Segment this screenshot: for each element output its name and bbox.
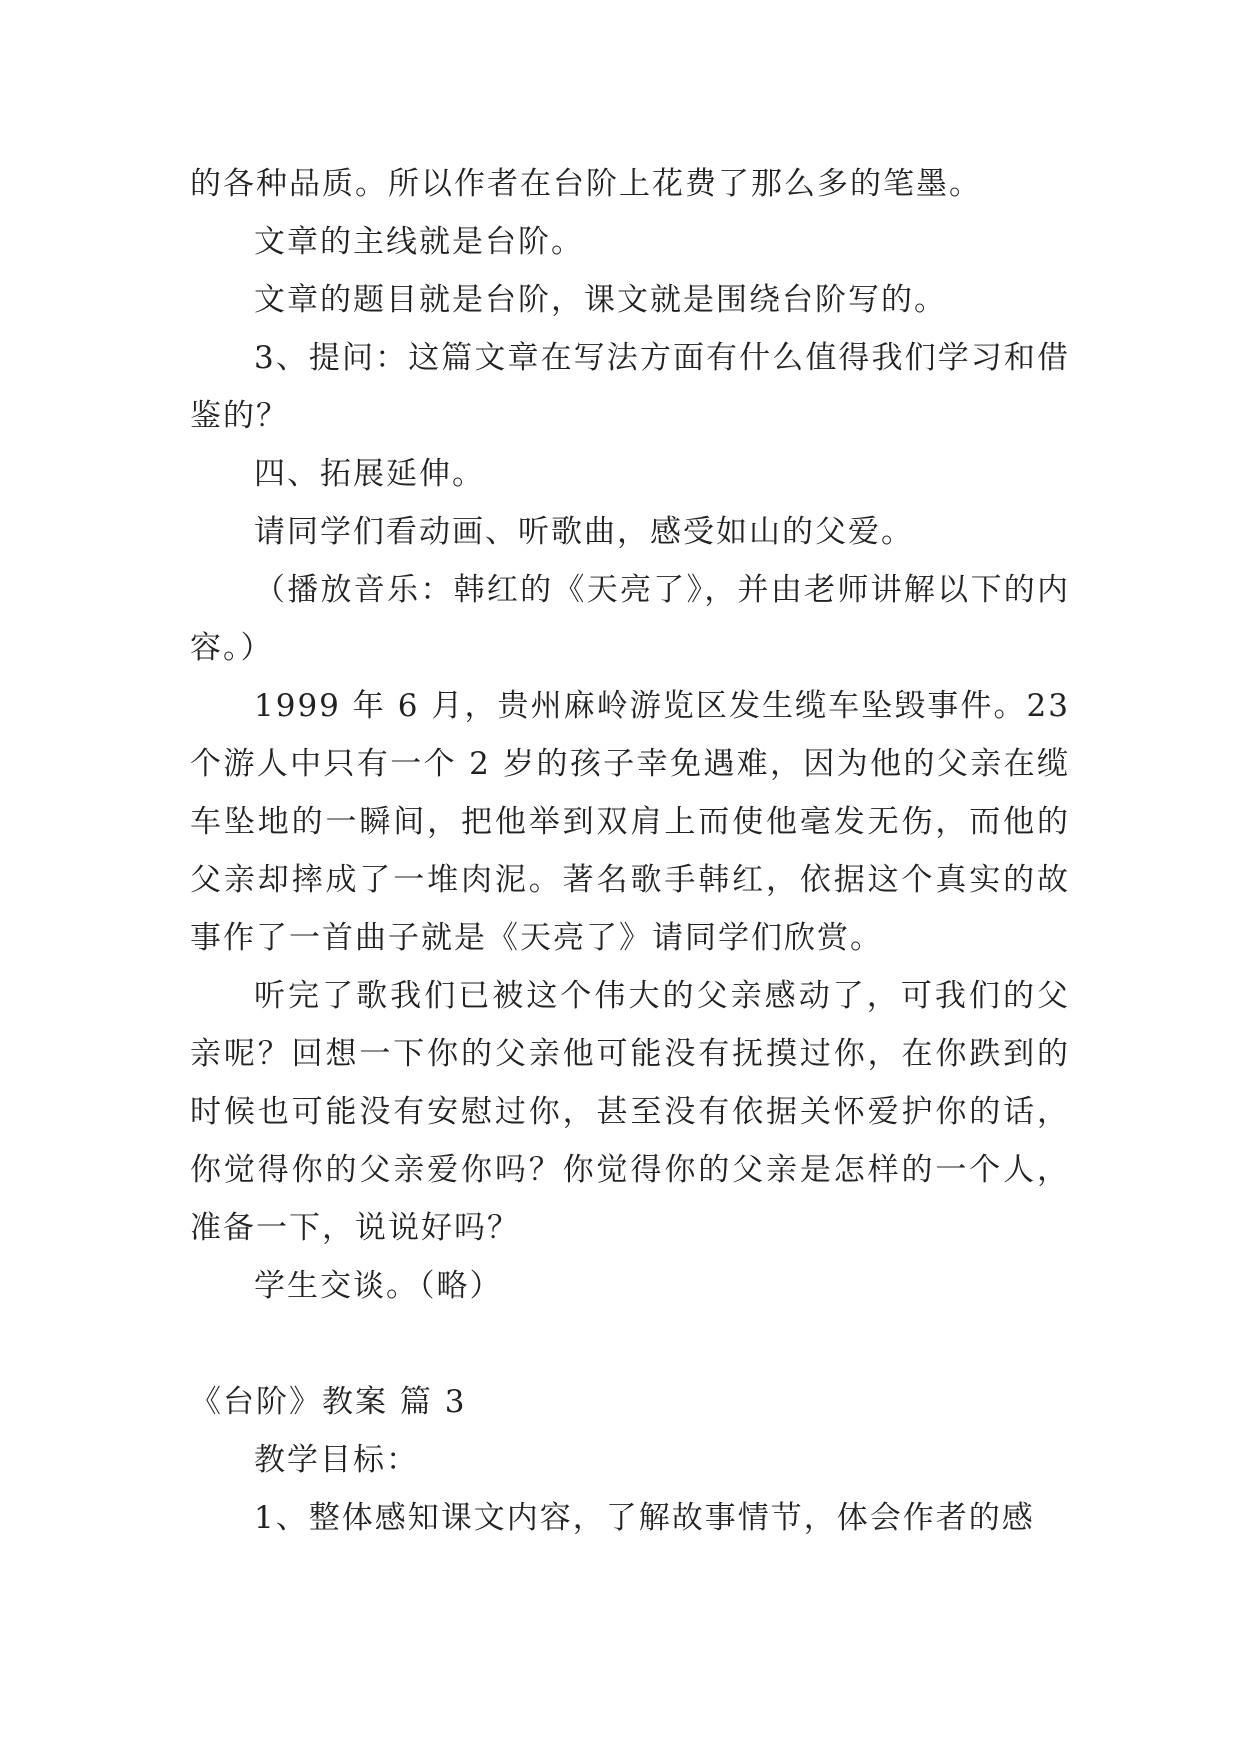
paragraph-watch-listen: 请同学们看动画、听歌曲，感受如山的父爱。	[254, 514, 914, 550]
paragraph-title-point: 文章的题目就是台阶，课文就是围绕台阶写的。	[254, 282, 947, 318]
section-gap	[190, 1315, 1070, 1373]
paragraph-reflection: 听完了歌我们已被这个伟大的父亲感动了，可我们的父亲呢？回想一下你的父亲他可能没有抚摸过你，在你跌到的时候也可能没有安慰过你，甚至没有依据关怀爱护你的话，你觉得你的父亲爱你吗？你觉得你的父亲是怎样的一个人，准备一下，说说好吗？	[190, 978, 1070, 1246]
section-extension-heading: 四、拓展延伸。	[254, 456, 485, 492]
paragraph-student-discussion: 学生交谈。（略）	[254, 1268, 503, 1304]
teaching-goals-label: 教学目标：	[254, 1442, 419, 1478]
teaching-goal-1: 1、整体感知课文内容，了解故事情节，体会作者的感	[254, 1500, 1035, 1536]
document-body	[190, 155, 1070, 1547]
paragraph-play-music: （播放音乐：韩红的《天亮了》，并由老师讲解以下的内容。）	[190, 572, 1070, 666]
paragraph-story: 1999 年 6 月，贵州麻岭游览区发生缆车坠毁事件。23 个游人中只有一个 2 岁的孩子幸免遇难，因为他的父亲在缆车坠地的一瞬间，把他举到双肩上而使他毫发无伤，而他的父亲却摔成了一堆肉泥。著名歌手韩红，依据这个真实的故事作了一首曲子就是《天亮了》请同学们欣赏。	[190, 688, 1070, 956]
paragraph-question-3: 3、提问：这篇文章在写法方面有什么值得我们学习和借鉴的？	[190, 340, 1070, 434]
paragraph-continuation: 的各种品质。所以作者在台阶上花费了那么多的笔墨。	[190, 166, 982, 202]
paragraph-main-line: 文章的主线就是台阶。	[254, 224, 584, 260]
lesson-plan-heading: 《台阶》教案 篇 3	[190, 1384, 467, 1420]
